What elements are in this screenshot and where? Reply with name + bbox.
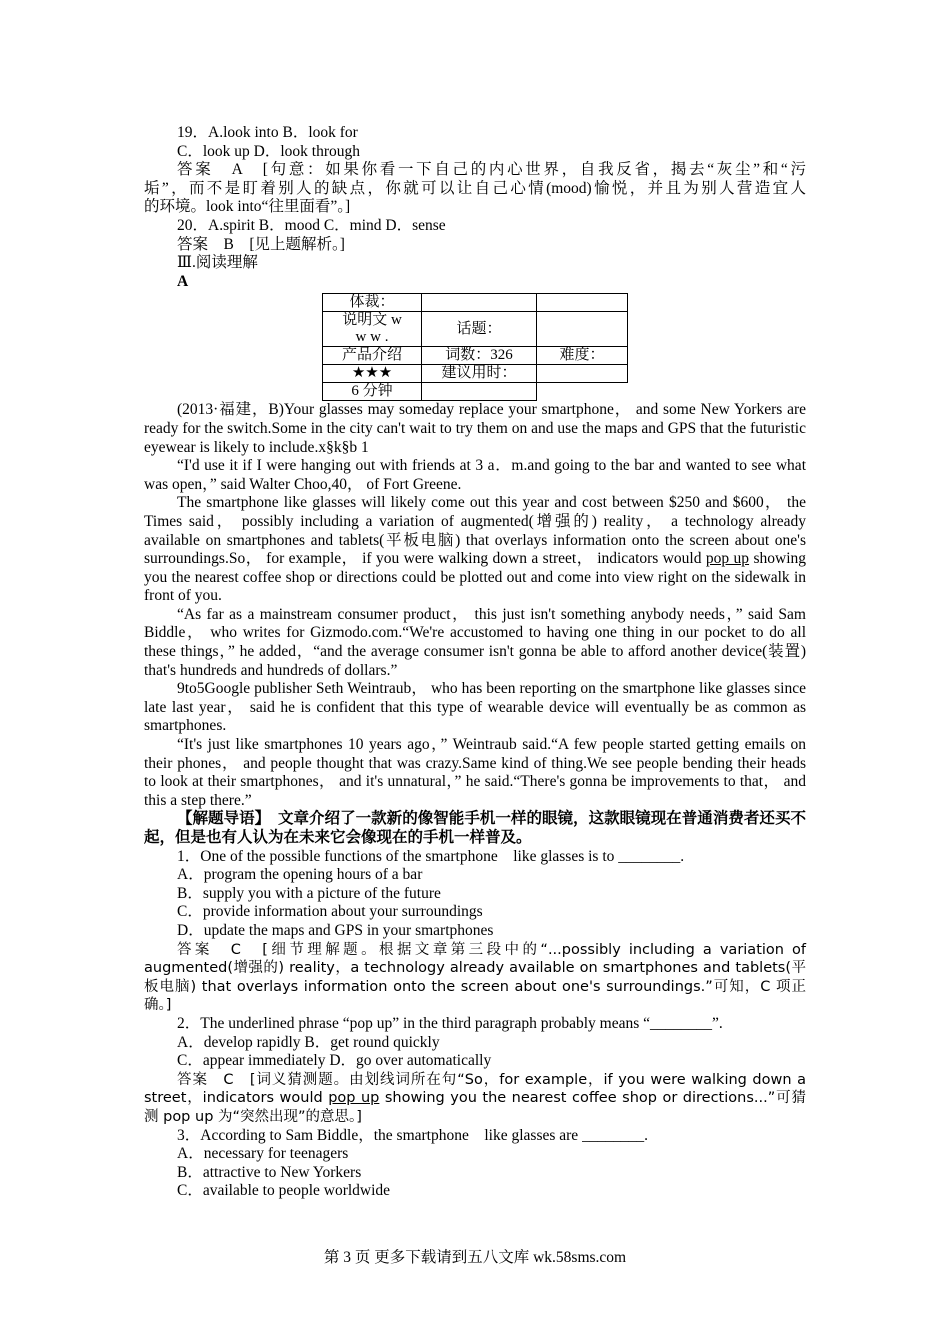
section-part: A	[177, 272, 189, 290]
answer-text: 答案 C [词义猜测题。由划线词所在句“So，for example，if you were walking down a street，indicators would	[144, 1071, 806, 1107]
answer-1: 答案 C [细节理解题。根据文章第三段中的“...possibly including a variation of augmented(增强的) reality，a technology already available on smartphones and tablets(平板电脑) that overlays information onto the screen about one's surroundings.”可知，C 项正确。]	[144, 941, 806, 1014]
passage-paragraph-4: “As far as a mainstream consumer product， this just isn't something anybody needs，” said Sam Biddle， who writes for Gizmodo.com.“We're accustomed to having one thing in our pocket to do all these things，” he added，“and the average consumer isn't gonna be able to afford another device(装置) that's hundreds and hundreds of dollars.”	[144, 605, 806, 679]
passage-paragraph-5: 9to5Google publisher Seth Weintraub， who has been reporting on the smartphone like glasses since late last year， said he is confident that this type of wearable device will eventually be as common as smartphones.	[144, 680, 806, 735]
table-cell	[422, 383, 537, 401]
paragraph-text: showing you the nearest coffee shop or directions could be plotted out and come into view right on the sidewalk in front of you.	[144, 550, 807, 605]
option-b: B．supply you with a picture of the future	[177, 884, 441, 902]
table-cell: 产品介绍	[323, 347, 422, 365]
option-b: B．attractive to New Yorkers	[177, 1163, 362, 1181]
option-a: A．necessary for teenagers	[177, 1145, 349, 1163]
reading-guide	[144, 810, 806, 847]
answer-19-line-1: 答案 A [句意：如果你看一下自己的内心世界，自我反省，揭去“灰尘”和“污	[177, 161, 806, 179]
option-c: C．provide information about your surroundings	[177, 903, 483, 921]
passage-paragraph-6: “It's just like smartphones 10 years ago，” Weintraub said.“A few people started getting emails on their phones， and people thought that was crazy.Same kind of thing.We see people bending their heads to look at their smartphones， and it's unnatural，” he said.“There's gonna be improvements to that， and this a step there.”	[144, 736, 806, 809]
table-cell-text: w w .	[355, 329, 389, 346]
question-19-stem: 19．A.look into B．look for	[177, 124, 358, 141]
underlined-phrase: pop up	[328, 1090, 380, 1107]
table-cell	[422, 294, 537, 312]
answer-2	[144, 1071, 806, 1127]
table-cell: 体裁：	[323, 294, 422, 312]
reading-guide-label: 【解题导语】	[177, 810, 263, 828]
passage-paragraph-1: (2013·福建，B)Your glasses may someday replace your smartphone， and some New Yorkers are ready for the switch.Some in the city can't wait to try them on and use the maps and GPS that the futuristic eyewear is likely to include.x§k§b 1	[144, 401, 806, 456]
table-cell	[323, 312, 422, 347]
table-cell	[537, 312, 628, 347]
answer-19-line-2: 垢”，而不是盯着别人的缺点，你就可以让自己心情(mood)愉悦，并且为别人营造宜人	[144, 179, 806, 197]
answer-text: showing you the nearest coffee shop or directions...”可猜测 pop up 为“突然出现”的意思。]	[144, 1090, 806, 1125]
table-cell	[537, 365, 628, 383]
answer-20: 答案 B [见上题解析。]	[177, 235, 345, 253]
table-cell: 建议用时：	[422, 365, 537, 383]
underlined-phrase: pop up	[705, 550, 750, 568]
question-3-stem: 3．According to Sam Biddle，the smartphone like glasses are ________.	[177, 1126, 648, 1144]
question-2-stem: 2．The underlined phrase “pop up” in the third paragraph probably means “________”.	[177, 1014, 723, 1032]
reading-guide-text: 文章介绍了一款新的像智能手机一样的眼镜，这款眼镜现在普通消费者还买不起，但是也有人认为在未来它会像现在的手机一样普及。	[144, 810, 806, 846]
table-cell: 词数：326	[422, 347, 537, 365]
table-cell	[537, 294, 628, 312]
table-cell: 话题：	[422, 312, 537, 347]
question-20-stem: 20．A.spirit B．mood C．mind D．sense	[177, 216, 446, 234]
table-cell: ★★★	[323, 365, 422, 383]
answer-19-line-3: 的环境。look into“往里面看”。]	[144, 198, 351, 216]
passage-paragraph-2: “I'd use it if I were hanging out with friends at 3 a．m.and going to the bar and wanted to see what was open，” said Walter Choo,40， of Fort Greene.	[144, 457, 806, 493]
table-cell: 难度：	[537, 347, 628, 365]
question-2-options-ab: A．develop rapidly B．get round quickly	[177, 1033, 440, 1051]
table-cell-text: 说明文 w	[342, 312, 402, 329]
section-title: Ⅲ.阅读理解	[177, 254, 258, 272]
table-cell: 6 分钟	[323, 383, 422, 401]
question-1-stem: 1．One of the possible functions of the smartphone like glasses is to ________.	[177, 847, 685, 865]
passage-paragraph-3	[144, 494, 806, 606]
passage-info-table	[322, 293, 628, 401]
option-a: A．program the opening hours of a bar	[177, 866, 423, 884]
option-d: D．update the maps and GPS in your smartphones	[177, 921, 494, 939]
paragraph-text: The smartphone like glasses will likely come out this year and cost between $250 and $600， the Times said， possibly including a variation of augmented(增强的) reality， a technology already available on smartphones and tablets(平板电脑) that overlays information onto the screen about one's surroundings.So， for example， if you were walking down a street， indicators would	[144, 494, 806, 568]
page-footer: 第 3 页 更多下载请到五八文库 wk.58sms.com	[323, 1249, 627, 1266]
option-c: C．available to people worldwide	[177, 1182, 391, 1200]
question-2-options-cd: C．appear immediately D．go over automatically	[177, 1052, 492, 1070]
question-19-options: C．look up D．look through	[177, 142, 360, 160]
document-page	[144, 124, 806, 1201]
